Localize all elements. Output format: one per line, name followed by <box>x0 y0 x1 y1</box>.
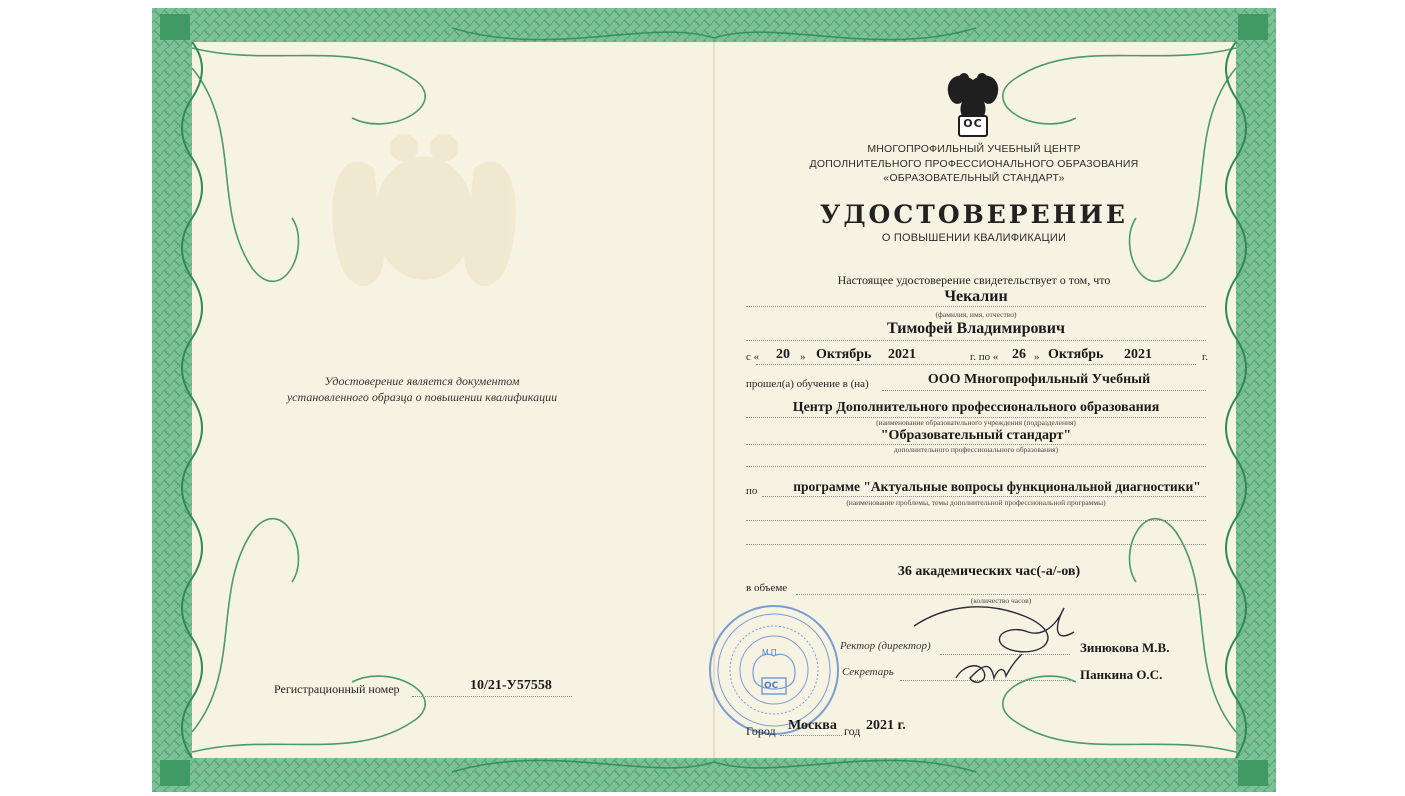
period-from-month: Октябрь <box>816 347 872 362</box>
institution-label: прошел(а) обучение в (на) <box>746 378 869 390</box>
hours-underline <box>796 594 1206 595</box>
document-title: УДОСТОВЕРЕНИЕ <box>820 200 1128 229</box>
blank-line-1 <box>746 466 1206 467</box>
hours-hint: (количество часов) <box>970 596 1032 605</box>
rector-label: Ректор (директор) <box>840 640 931 652</box>
reg-number-underline <box>412 696 572 697</box>
city-underline <box>780 735 842 736</box>
program-label: по <box>746 485 758 497</box>
rector-name: Зинюкова М.В. <box>1080 640 1170 655</box>
period-from-close: » <box>800 351 806 363</box>
city-value: Москва <box>788 718 837 733</box>
institution-underline1 <box>882 390 1206 391</box>
period-underline <box>756 364 1196 365</box>
document-subtitle: О ПОВЫШЕНИИ КВАЛИФИКАЦИИ <box>881 232 1067 244</box>
institution-hint2: дополнительного профессионального образования) <box>893 445 1059 454</box>
left-statement-line2: установленного образца о повышении квалификации <box>286 390 558 404</box>
institution-line3: "Образовательный стандарт" <box>880 428 1072 443</box>
certifies-text: Настоящее удостоверение свидетельствует о том, что <box>837 273 1111 287</box>
certificate-sheet <box>152 8 1276 792</box>
person-surname: Чекалин <box>944 288 1008 305</box>
org-line1: МНОГОПРОФИЛЬНЫЙ УЧЕБНЫЙ ЦЕНТР <box>867 143 1081 155</box>
person-name: Тимофей Владимирович <box>886 320 1066 337</box>
reg-number-value: 10/21-У57558 <box>470 678 552 693</box>
org-line3: «ОБРАЗОВАТЕЛЬНЫЙ СТАНДАРТ» <box>883 172 1065 184</box>
secretary-label: Секретарь <box>842 666 894 678</box>
year-value: 2021 г. <box>866 718 906 733</box>
stamp-center: ОС <box>764 681 779 691</box>
city-label: Город <box>746 724 776 738</box>
hours-label: в объеме <box>746 582 788 594</box>
period-from-prefix: с « <box>746 351 760 363</box>
period-mid: г. по « <box>970 351 999 363</box>
reg-number-label: Регистрационный номер <box>274 682 400 696</box>
period-suffix: г. <box>1202 351 1209 363</box>
program-value: программе "Актуальные вопросы функциональной диагностики" <box>793 479 1201 494</box>
emblem-text: ОС <box>963 117 983 130</box>
hours-value: 36 академических час(-а/-ов) <box>897 564 1081 579</box>
period-to-month: Октябрь <box>1048 347 1104 362</box>
org-line2: ДОПОЛНИТЕЛЬНОГО ПРОФЕССИОНАЛЬНОГО ОБРАЗОВАНИЯ <box>809 158 1139 170</box>
stamp-mp: М.П. <box>762 648 779 657</box>
left-statement-line1: Удостоверение является документом <box>324 374 520 388</box>
institution-hint1: (наименование образовательного учреждения (подразделения) <box>876 418 1076 427</box>
period-from-year: 2021 <box>888 347 916 362</box>
period-to-close: » <box>1034 351 1040 363</box>
year-label: год <box>844 724 861 738</box>
institution-line1: ООО Многопрофильный Учебный <box>927 372 1151 387</box>
blank-line-2 <box>746 520 1206 521</box>
secretary-signature <box>950 648 1030 692</box>
surname-underline <box>746 306 1206 307</box>
person-hint: (фамилия, имя, отчество) <box>935 310 1017 319</box>
period-to-year: 2021 <box>1124 347 1152 362</box>
name-underline <box>746 340 1206 341</box>
blank-line-3 <box>746 544 1206 545</box>
institution-line2: Центр Дополнительного профессионального образования <box>792 400 1160 415</box>
program-hint: (наименование проблемы, темы дополнительной профессиональной программы) <box>846 498 1106 507</box>
period-to-day: 26 <box>1012 347 1026 362</box>
period-from-day: 20 <box>776 347 790 362</box>
program-underline <box>762 496 1206 497</box>
secretary-name: Панкина О.С. <box>1080 667 1163 682</box>
